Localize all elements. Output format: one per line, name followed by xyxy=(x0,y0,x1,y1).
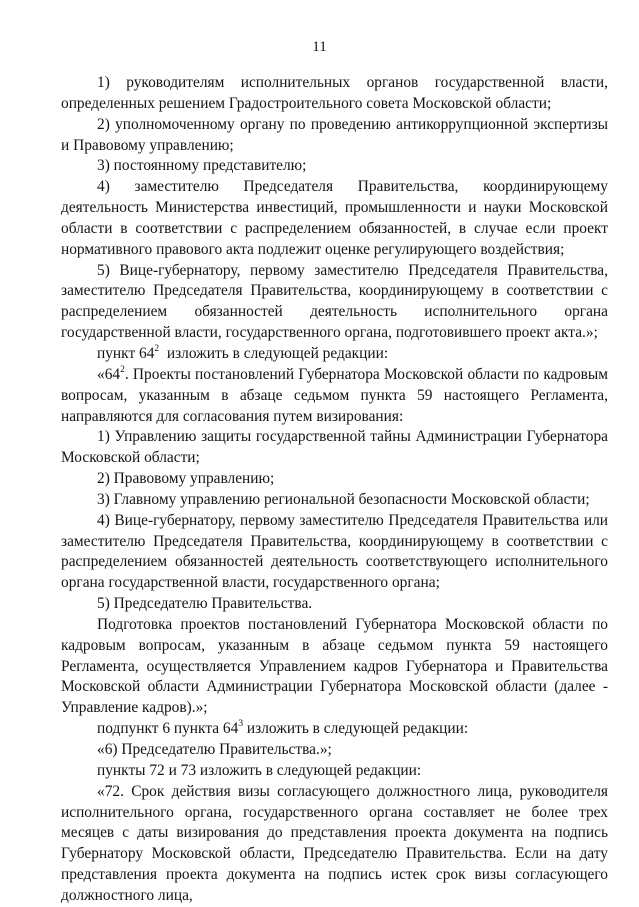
document-body xyxy=(61,73,612,907)
paragraph-text: изложить в следующей редакции: xyxy=(159,344,389,362)
paragraph-text: . Проекты постановлений Губернатора Московской области по кадровым вопросам, указанным в абзаце седьмом пункта 59 настоящего Регламента, направляются для согласования путем визирования: xyxy=(61,365,612,425)
superscript: 2 xyxy=(120,364,125,375)
paragraph-p10: 3) Главному управлению региональной безопасности Московской области; xyxy=(97,490,590,508)
paragraph-p6 xyxy=(61,344,608,365)
paragraph-p14 xyxy=(61,719,608,740)
paragraph-p8: 1) Управлению защиты государственной тайны Администрации Губернатора Московской области; xyxy=(61,428,608,467)
paragraph-text: пункт 64 xyxy=(97,344,155,362)
paragraph-p16: пункты 72 и 73 изложить в следующей редакции: xyxy=(97,761,422,779)
paragraph-p7 xyxy=(61,364,612,428)
paragraph-p3: 3) постоянному представителю; xyxy=(97,157,307,175)
superscript: 3 xyxy=(238,719,244,730)
paragraph-p15: «6) Председателю Правительства.»; xyxy=(97,741,332,758)
paragraph-p17: «72. Срок действия визы согласующего должностного лица, руководителя исполнительного органа, государственного органа составляет не более трех месяцев с даты визирования до представления проекта документа на подпись Губернатору Московской области, Председателю Правительства. Если на дату представления проекта документа на подпись истек срок визы согласующего должностного лица, xyxy=(61,782,608,904)
paragraph-p2: 2) уполномоченному органу по проведению антикоррупционной экспертизы и Правовому управлению; xyxy=(61,115,608,154)
page-number: 11 xyxy=(312,39,327,55)
paragraph-text: «64 xyxy=(97,365,121,383)
paragraph-p11: 4) Вице-губернатору, первому заместителю Председателя Правительства или заместителю Председателя Правительства, координирующему в соответствии с распределением обязанностей деятельность соответствующего исполнительного органа государственной власти, государственного органа; xyxy=(61,511,608,592)
paragraph-p13: Подготовка проектов постановлений Губернатора Московской области по кадровым вопросам, указанным в абзаце седьмом пункта 59 настоящего Регламента, осуществляется Управлением кадров Губернатора и Правительства Московской области Администрации Губернатора Московской области (далее - Управление кадров).»; xyxy=(61,615,608,717)
superscript: 2 xyxy=(154,343,160,354)
paragraph-p5: 5) Вице-губернатору, первому заместителю Председателя Правительства, заместителю Председателя Правительства, координирующему в соответствии с распределением обязанностей деятельность исполнительного органа государственной власти, государственного органа, подготовившего проект акта.»; xyxy=(61,261,608,342)
paragraph-text: подпункт 6 пункта 64 xyxy=(97,720,239,738)
paragraph-p9: 2) Правовому управлению; xyxy=(97,470,275,488)
paragraph-p1: 1) руководителям исполнительных органов государственной власти, определенных решением Градостроительного совета Московской области; xyxy=(61,74,608,112)
paragraph-p12: 5) Председателю Правительства. xyxy=(97,595,313,613)
paragraph-p4: 4) заместителю Председателя Правительства, координирующему деятельность Министерства инвестиций, промышленности и науки Московской области в соответствии с распределением обязанностей, в случае если проект нормативного правового акта подлежит оценке регулирующего воздействия; xyxy=(61,178,608,258)
paragraph-text: изложить в следующей редакции: xyxy=(243,720,469,738)
